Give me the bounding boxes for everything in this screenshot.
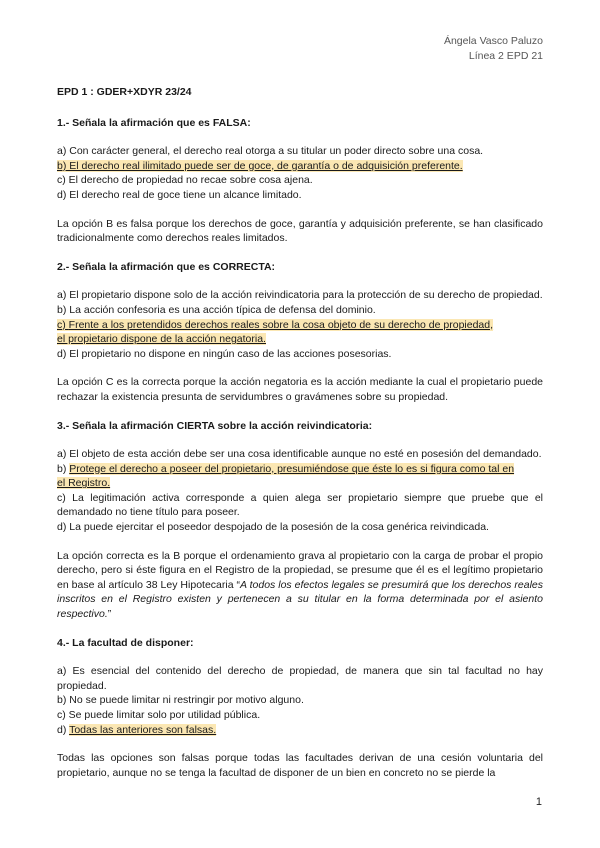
q3-option-b-line1: Protege el derecho a poseer del propietario, presumiéndose que éste lo es si figura como tal en bbox=[69, 462, 515, 475]
q3-option-b-line2: el Registro. bbox=[57, 477, 111, 490]
q3-option-a: a) El objeto de esta acción debe ser una cosa identificable aunque no esté en posesión del demandado. bbox=[57, 448, 542, 461]
group-label: Línea 2 EPD 21 bbox=[468, 50, 543, 62]
q4-option-d-highlight: Todas las anteriores son falsas. bbox=[69, 723, 217, 736]
q2-option-c bbox=[57, 318, 543, 347]
q4-option-c: c) Se puede limitar solo por utilidad pública. bbox=[57, 709, 261, 721]
q3-explanation bbox=[57, 549, 543, 622]
page-header bbox=[444, 34, 543, 64]
q4-option-b: b) No se puede limitar ni restringir por motivo alguno. bbox=[57, 694, 304, 707]
q3-title: 3.- Señala la afirmación CIERTA sobre la acción reivindicatoria: bbox=[57, 419, 373, 432]
q3-quote: A todos los efectos legales se presumirá que los derechos reales inscritos en el Registro existen y pertenecen a su titular en la forma determinada por el asiento respectivo. bbox=[57, 578, 543, 621]
q4-title: 4.- La facultad de disponer: bbox=[57, 636, 194, 649]
q3-option-b-prefix: b) bbox=[57, 462, 70, 475]
q3-explanation-text: La opción correcta es la B porque el ordenamiento grava al propietario con la carga de probar el propio derecho, pero si éste figura en el Registro de la propiedad, se presume que él es el legítimo propietario en base al artículo 38 Ley Hipotecaria “ bbox=[57, 549, 543, 591]
q2-option-a: a) El propietario dispone solo de la acción reivindicatoria para la protección de su derecho de propiedad. bbox=[57, 289, 543, 302]
q2-explanation: La opción C es la correcta porque la acción negatoria es la acción mediante la cual el propietario puede rechazar la existencia presunta de servidumbres o gravámenes sobre su propiedad. bbox=[57, 376, 543, 403]
q1-option-d: d) El derecho real de goce tiene un alcance limitado. bbox=[57, 188, 302, 201]
q1-explanation: La opción B es falsa porque los derechos de goce, garantía y adquisición preferente, se han clasificado tradicionalmente como derechos reales limitados. bbox=[57, 217, 543, 245]
q3-quote-end: ” bbox=[107, 608, 112, 621]
q3-option-b bbox=[57, 462, 543, 491]
q2-option-b: b) La acción confesoria es una acción típica de defensa del dominio. bbox=[57, 303, 376, 316]
doc-title: EPD 1 : GDER+XDYR 23/24 bbox=[57, 86, 192, 98]
q1-option-a: a) Con carácter general, el derecho real otorga a su titular un poder directo sobre una cosa. bbox=[57, 145, 484, 158]
q2-option-c-prefix: c) bbox=[57, 318, 69, 331]
page-number: 1 bbox=[535, 796, 542, 808]
q1-title: 1.- Señala la afirmación que es FALSA: bbox=[57, 116, 251, 129]
q2-option-d: d) El propietario no dispone en ningún caso de las acciones posesorias. bbox=[57, 347, 392, 360]
author-name: Ángela Vasco Paluzo bbox=[443, 35, 543, 47]
q3-option-d: d) La puede ejercitar el poseedor despojado de la posesión de la cosa genérica reivindicada. bbox=[57, 521, 489, 534]
q2-option-c-line1: Frente a los pretendidos derechos reales sobre la cosa objeto de su derecho de propiedad, bbox=[68, 318, 494, 331]
document-body bbox=[57, 85, 543, 780]
q4-explanation: Todas las opciones son falsas porque todas las facultades derivan de una cesión voluntaria del propietario, aunque no se tenga la facultad de disponer de un bien en concreto no se pierde la bbox=[57, 752, 543, 779]
q1-option-c: c) El derecho de propiedad no recae sobre cosa ajena. bbox=[57, 174, 313, 187]
q4-option-d bbox=[57, 723, 543, 738]
q1-option-b bbox=[57, 159, 543, 174]
q3-option-c: c) La legitimación activa corresponde a quien alega ser propietario siempre que pruebe que el demandado no tiene título para poseer. bbox=[57, 491, 543, 519]
q2-title: 2.- Señala la afirmación que es CORRECTA: bbox=[57, 260, 276, 273]
q4-option-d-prefix: d) bbox=[57, 723, 70, 736]
q1-option-b-highlight: b) El derecho real ilimitado puede ser de goce, de garantía o de adquisición preferente. bbox=[57, 159, 463, 172]
q2-option-c-line2: el propietario dispone de la acción negatoria. bbox=[57, 333, 266, 346]
q4-option-a: a) Es esencial del contenido del derecho de propiedad, de manera que sin tal facultad no hay propiedad. bbox=[57, 665, 543, 692]
